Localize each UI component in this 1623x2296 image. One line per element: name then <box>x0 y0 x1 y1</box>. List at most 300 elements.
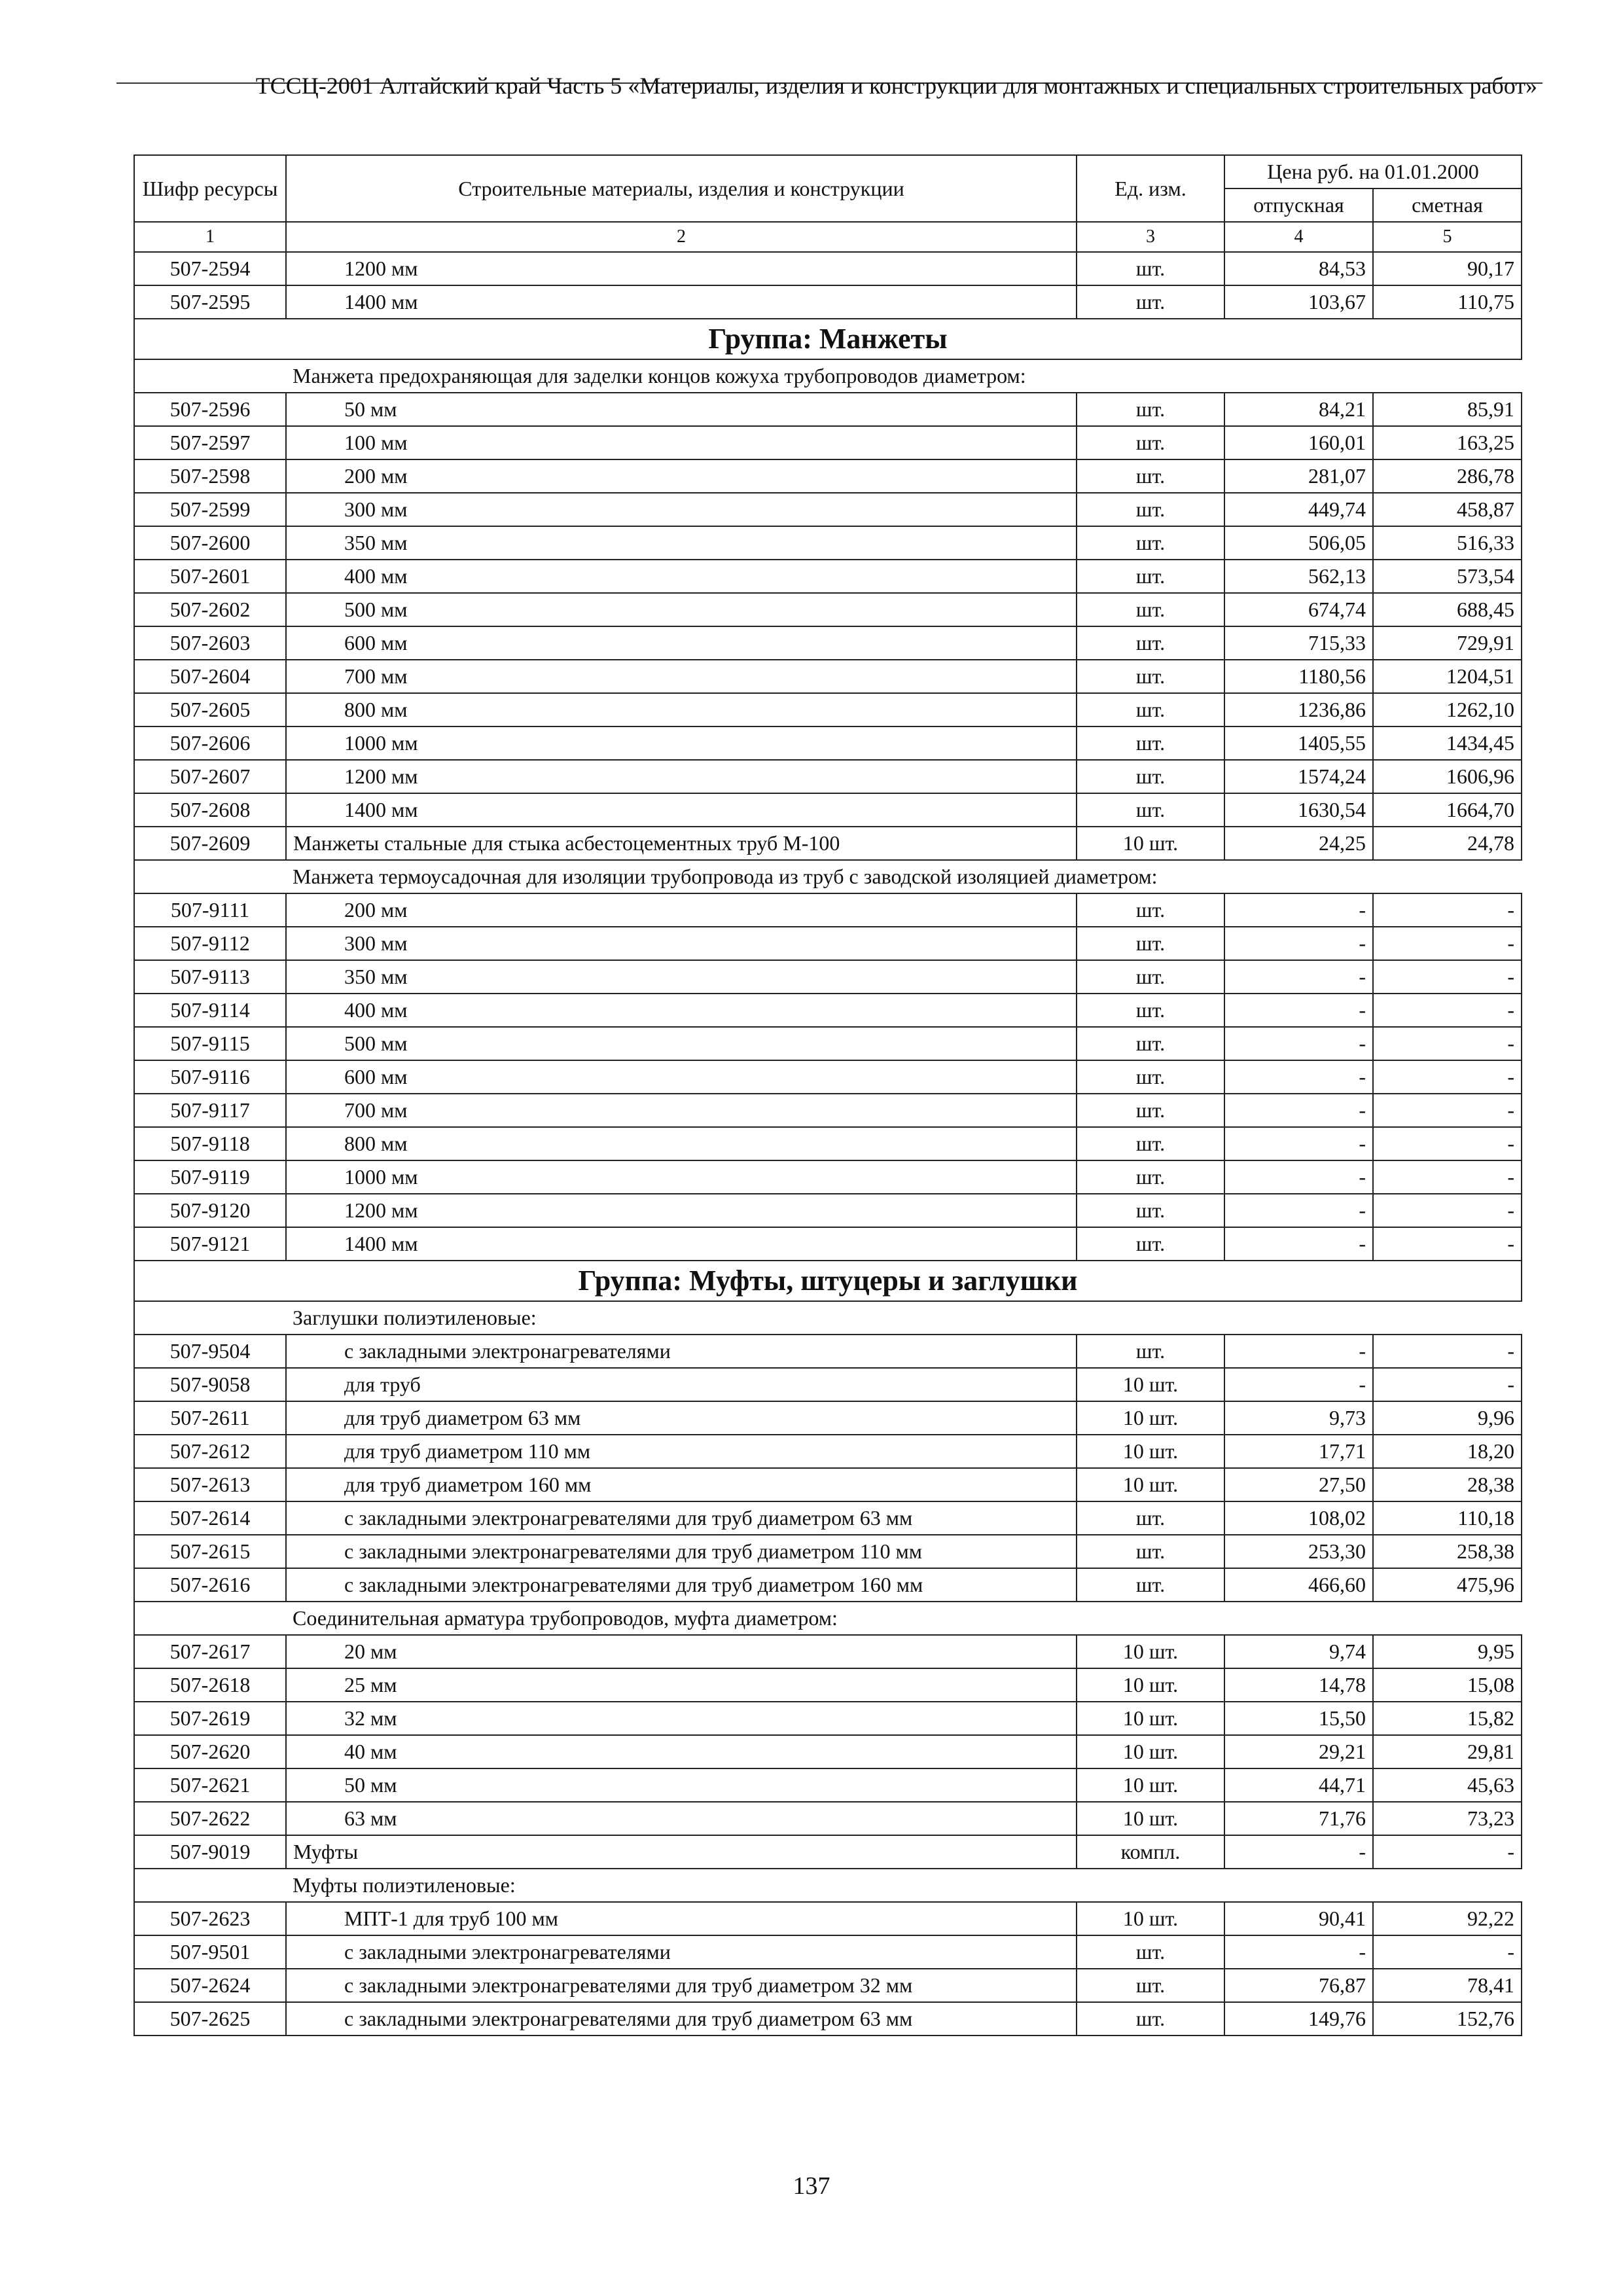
table-row <box>134 285 1522 319</box>
table-row <box>134 1802 1522 1835</box>
caption-spacer <box>134 1301 286 1335</box>
release-price: 29,21 <box>1224 1735 1373 1768</box>
resource-code: 507-9116 <box>134 1060 286 1094</box>
resource-code: 507-2600 <box>134 526 286 560</box>
estimate-price: - <box>1373 1127 1522 1160</box>
release-price: 449,74 <box>1224 493 1373 526</box>
unit-cell: шт. <box>1077 459 1224 493</box>
resource-code: 507-2618 <box>134 1668 286 1702</box>
resource-code: 507-2616 <box>134 1568 286 1602</box>
item-name: 50 мм <box>286 1768 1077 1802</box>
item-name: 350 мм <box>286 526 1077 560</box>
unit-cell: 10 шт. <box>1077 827 1224 860</box>
table-row <box>134 1335 1522 1368</box>
estimate-price: 1664,70 <box>1373 793 1522 827</box>
release-price: 14,78 <box>1224 1668 1373 1702</box>
table-row <box>134 1702 1522 1735</box>
estimate-price: - <box>1373 1368 1522 1401</box>
unit-cell: шт. <box>1077 760 1224 793</box>
table-body <box>134 252 1522 2036</box>
item-name: для труб диаметром 110 мм <box>286 1435 1077 1468</box>
release-price: 9,73 <box>1224 1401 1373 1435</box>
resource-code: 507-9118 <box>134 1127 286 1160</box>
resource-code: 507-2623 <box>134 1902 286 1935</box>
release-price: 24,25 <box>1224 827 1373 860</box>
resource-code: 507-2625 <box>134 2002 286 2036</box>
estimate-price: 573,54 <box>1373 560 1522 593</box>
item-name: 1200 мм <box>286 252 1077 285</box>
resource-code: 507-9111 <box>134 893 286 927</box>
estimate-price: 1262,10 <box>1373 693 1522 726</box>
release-price: - <box>1224 1935 1373 1969</box>
subgroup-caption-row <box>134 1869 1522 1902</box>
unit-cell: 10 шт. <box>1077 1668 1224 1702</box>
caption-spacer <box>134 1869 286 1902</box>
unit-cell: шт. <box>1077 660 1224 693</box>
resource-code: 507-9501 <box>134 1935 286 1969</box>
table-row <box>134 560 1522 593</box>
release-price: - <box>1224 1368 1373 1401</box>
table-row <box>134 1902 1522 1935</box>
release-price: - <box>1224 994 1373 1027</box>
resource-code: 507-2598 <box>134 459 286 493</box>
table-row <box>134 1194 1522 1227</box>
estimate-price: - <box>1373 1227 1522 1261</box>
resource-code: 507-2613 <box>134 1468 286 1501</box>
release-price: 1180,56 <box>1224 660 1373 693</box>
subgroup-caption: Манжета термоусадочная для изоляции трубопровода из труб с заводской изоляцией диаметром: <box>286 860 1522 893</box>
unit-cell: шт. <box>1077 1227 1224 1261</box>
release-price: 84,53 <box>1224 252 1373 285</box>
unit-cell: шт. <box>1077 1568 1224 1602</box>
table-row <box>134 1094 1522 1127</box>
estimate-price: 24,78 <box>1373 827 1522 860</box>
resource-code: 507-9119 <box>134 1160 286 1194</box>
estimate-price: 163,25 <box>1373 426 1522 459</box>
estimate-price: 110,18 <box>1373 1501 1522 1535</box>
table-row <box>134 726 1522 760</box>
estimate-price: 45,63 <box>1373 1768 1522 1802</box>
column-header-code: Шифр ресурсы <box>134 155 286 222</box>
estimate-price: - <box>1373 1060 1522 1094</box>
table-row <box>134 493 1522 526</box>
release-price: - <box>1224 960 1373 994</box>
unit-cell: 10 шт. <box>1077 1735 1224 1768</box>
unit-cell: шт. <box>1077 1194 1224 1227</box>
resource-code: 507-2597 <box>134 426 286 459</box>
release-price: 506,05 <box>1224 526 1373 560</box>
item-name: 63 мм <box>286 1802 1077 1835</box>
unit-cell: шт. <box>1077 1094 1224 1127</box>
estimate-price: 1434,45 <box>1373 726 1522 760</box>
table-row <box>134 893 1522 927</box>
estimate-price: 92,22 <box>1373 1902 1522 1935</box>
resource-code: 507-2615 <box>134 1535 286 1568</box>
unit-cell: 10 шт. <box>1077 1702 1224 1735</box>
release-price: 76,87 <box>1224 1969 1373 2002</box>
table-row <box>134 1635 1522 1668</box>
release-price: 715,33 <box>1224 626 1373 660</box>
resource-code: 507-2624 <box>134 1969 286 2002</box>
table-row <box>134 827 1522 860</box>
estimate-price: 458,87 <box>1373 493 1522 526</box>
column-header-name: Строительные материалы, изделия и конструкции <box>286 155 1077 222</box>
group-heading: Группа: Муфты, штуцеры и заглушки <box>134 1261 1522 1301</box>
item-name: 1000 мм <box>286 726 1077 760</box>
resource-code: 507-2621 <box>134 1768 286 1802</box>
table-row <box>134 960 1522 994</box>
item-name: 400 мм <box>286 560 1077 593</box>
unit-cell: шт. <box>1077 2002 1224 2036</box>
table-row <box>134 2002 1522 2036</box>
release-price: 253,30 <box>1224 1535 1373 1568</box>
table-row <box>134 1401 1522 1435</box>
estimate-price: 110,75 <box>1373 285 1522 319</box>
unit-cell: 10 шт. <box>1077 1635 1224 1668</box>
resource-code: 507-2596 <box>134 393 286 426</box>
estimate-price: 28,38 <box>1373 1468 1522 1501</box>
estimate-price: 688,45 <box>1373 593 1522 626</box>
subgroup-caption: Заглушки полиэтиленовые: <box>286 1301 1522 1335</box>
release-price: 108,02 <box>1224 1501 1373 1535</box>
item-name: для труб диаметром 63 мм <box>286 1401 1077 1435</box>
unit-cell: шт. <box>1077 1501 1224 1535</box>
running-header <box>116 30 1543 99</box>
item-name: 32 мм <box>286 1702 1077 1735</box>
estimate-price: - <box>1373 1935 1522 1969</box>
caption-spacer <box>134 860 286 893</box>
table-row <box>134 994 1522 1027</box>
item-name: 600 мм <box>286 626 1077 660</box>
unit-cell: 10 шт. <box>1077 1468 1224 1501</box>
unit-cell: шт. <box>1077 1935 1224 1969</box>
item-name: для труб диаметром 160 мм <box>286 1468 1077 1501</box>
unit-cell: шт. <box>1077 526 1224 560</box>
item-name: 500 мм <box>286 1027 1077 1060</box>
item-name: 100 мм <box>286 426 1077 459</box>
table-row <box>134 1568 1522 1602</box>
unit-cell: 10 шт. <box>1077 1802 1224 1835</box>
unit-cell: 10 шт. <box>1077 1902 1224 1935</box>
item-name: 700 мм <box>286 660 1077 693</box>
column-header-unit: Ед. изм. <box>1077 155 1224 222</box>
unit-cell: шт. <box>1077 285 1224 319</box>
estimate-price: - <box>1373 1094 1522 1127</box>
table-row <box>134 1368 1522 1401</box>
resource-code: 507-2601 <box>134 560 286 593</box>
item-name: с закладными электронагревателями для труб диаметром 32 мм <box>286 1969 1077 2002</box>
resource-code: 507-9019 <box>134 1835 286 1869</box>
unit-cell: шт. <box>1077 1127 1224 1160</box>
resource-code: 507-2622 <box>134 1802 286 1835</box>
table-row <box>134 1735 1522 1768</box>
release-price: - <box>1224 1335 1373 1368</box>
estimate-price: - <box>1373 1835 1522 1869</box>
item-name: МПТ-1 для труб 100 мм <box>286 1902 1077 1935</box>
unit-cell: 10 шт. <box>1077 1435 1224 1468</box>
item-name: 600 мм <box>286 1060 1077 1094</box>
release-price: - <box>1224 1127 1373 1160</box>
subgroup-caption: Муфты полиэтиленовые: <box>286 1869 1522 1902</box>
resource-code: 507-2606 <box>134 726 286 760</box>
unit-cell: шт. <box>1077 426 1224 459</box>
table-row <box>134 1501 1522 1535</box>
release-price: 71,76 <box>1224 1802 1373 1835</box>
caption-spacer <box>134 1602 286 1635</box>
estimate-price: 78,41 <box>1373 1969 1522 2002</box>
estimate-price: - <box>1373 960 1522 994</box>
estimate-price: 258,38 <box>1373 1535 1522 1568</box>
resource-code: 507-2607 <box>134 760 286 793</box>
resource-code: 507-2619 <box>134 1702 286 1735</box>
table-row <box>134 760 1522 793</box>
item-name: для труб <box>286 1368 1077 1401</box>
resource-code: 507-2604 <box>134 660 286 693</box>
unit-cell: 10 шт. <box>1077 1368 1224 1401</box>
table-row <box>134 1768 1522 1802</box>
release-price: - <box>1224 1835 1373 1869</box>
resource-code: 507-9115 <box>134 1027 286 1060</box>
release-price: - <box>1224 1027 1373 1060</box>
table-row <box>134 1127 1522 1160</box>
estimate-price: 85,91 <box>1373 393 1522 426</box>
column-number: 1 <box>134 222 286 252</box>
table-row <box>134 793 1522 827</box>
resource-code: 507-9112 <box>134 927 286 960</box>
estimate-price: 9,96 <box>1373 1401 1522 1435</box>
table-row <box>134 252 1522 285</box>
table-row <box>134 1160 1522 1194</box>
release-price: 9,74 <box>1224 1635 1373 1668</box>
estimate-price: 516,33 <box>1373 526 1522 560</box>
release-price: - <box>1224 1227 1373 1261</box>
item-name: 300 мм <box>286 493 1077 526</box>
item-name: 350 мм <box>286 960 1077 994</box>
table-row <box>134 626 1522 660</box>
page-number: 137 <box>793 2172 830 2200</box>
item-name: 1400 мм <box>286 1227 1077 1261</box>
item-name: 1000 мм <box>286 1160 1077 1194</box>
release-price: - <box>1224 927 1373 960</box>
table-row <box>134 1668 1522 1702</box>
estimate-price: 90,17 <box>1373 252 1522 285</box>
table-row <box>134 1435 1522 1468</box>
item-name: 40 мм <box>286 1735 1077 1768</box>
resource-code: 507-2602 <box>134 593 286 626</box>
item-name: 200 мм <box>286 893 1077 927</box>
release-price: 90,41 <box>1224 1902 1373 1935</box>
estimate-price: - <box>1373 1335 1522 1368</box>
item-name: 700 мм <box>286 1094 1077 1127</box>
column-number: 3 <box>1077 222 1224 252</box>
estimate-price: 18,20 <box>1373 1435 1522 1468</box>
release-price: 84,21 <box>1224 393 1373 426</box>
release-price: 1630,54 <box>1224 793 1373 827</box>
table-row <box>134 1227 1522 1261</box>
unit-cell: шт. <box>1077 1535 1224 1568</box>
subgroup-caption-row <box>134 1602 1522 1635</box>
unit-cell: шт. <box>1077 1335 1224 1368</box>
unit-cell: шт. <box>1077 626 1224 660</box>
release-price: 44,71 <box>1224 1768 1373 1802</box>
column-header-estimate-price: сметная <box>1373 188 1522 222</box>
table-header <box>134 155 1522 252</box>
table-row <box>134 1935 1522 1969</box>
release-price: - <box>1224 1094 1373 1127</box>
resource-code: 507-2595 <box>134 285 286 319</box>
table-row <box>134 660 1522 693</box>
table-row <box>134 1835 1522 1869</box>
resource-code: 507-9504 <box>134 1335 286 1368</box>
table-row <box>134 1535 1522 1568</box>
subgroup-caption: Соединительная арматура трубопроводов, муфта диаметром: <box>286 1602 1522 1635</box>
table-row <box>134 526 1522 560</box>
unit-cell: шт. <box>1077 560 1224 593</box>
table-row <box>134 593 1522 626</box>
unit-cell: шт. <box>1077 693 1224 726</box>
running-title: ТССЦ-2001 Алтайский край Часть 5 «Материалы, изделия и конструкции для монтажных и специальных строительных работ» <box>255 73 1537 99</box>
release-price: - <box>1224 1194 1373 1227</box>
subgroup-caption-row <box>134 1301 1522 1335</box>
table-row <box>134 393 1522 426</box>
item-name: 1200 мм <box>286 760 1077 793</box>
release-price: 466,60 <box>1224 1568 1373 1602</box>
release-price: 1574,24 <box>1224 760 1373 793</box>
estimate-price: 29,81 <box>1373 1735 1522 1768</box>
unit-cell: шт. <box>1077 994 1224 1027</box>
column-number: 5 <box>1373 222 1522 252</box>
item-name: 800 мм <box>286 693 1077 726</box>
subgroup-caption-row <box>134 359 1522 393</box>
release-price: 103,67 <box>1224 285 1373 319</box>
item-name: с закладными электронагревателями для труб диаметром 63 мм <box>286 1501 1077 1535</box>
estimate-price: - <box>1373 994 1522 1027</box>
unit-cell: шт. <box>1077 1060 1224 1094</box>
estimate-price: 475,96 <box>1373 1568 1522 1602</box>
estimate-price: 15,82 <box>1373 1702 1522 1735</box>
item-name: с закладными электронагревателями для труб диаметром 110 мм <box>286 1535 1077 1568</box>
release-price: 160,01 <box>1224 426 1373 459</box>
item-name: с закладными электронагревателями <box>286 1335 1077 1368</box>
resource-code: 507-2605 <box>134 693 286 726</box>
release-price: 1236,86 <box>1224 693 1373 726</box>
estimate-price: 729,91 <box>1373 626 1522 660</box>
item-name: 300 мм <box>286 927 1077 960</box>
unit-cell: шт. <box>1077 726 1224 760</box>
resource-code: 507-2620 <box>134 1735 286 1768</box>
unit-cell: 10 шт. <box>1077 1401 1224 1435</box>
unit-cell: компл. <box>1077 1835 1224 1869</box>
resource-code: 507-2614 <box>134 1501 286 1535</box>
resource-code: 507-9114 <box>134 994 286 1027</box>
release-price: 149,76 <box>1224 2002 1373 2036</box>
group-heading-row <box>134 319 1522 359</box>
group-heading: Группа: Манжеты <box>134 319 1522 359</box>
unit-cell: шт. <box>1077 252 1224 285</box>
release-price: 1405,55 <box>1224 726 1373 760</box>
estimate-price: 152,76 <box>1373 2002 1522 2036</box>
item-name: 1400 мм <box>286 285 1077 319</box>
unit-cell: шт. <box>1077 1027 1224 1060</box>
item-name: 1400 мм <box>286 793 1077 827</box>
caption-spacer <box>134 359 286 393</box>
item-name: 200 мм <box>286 459 1077 493</box>
unit-cell: шт. <box>1077 793 1224 827</box>
resource-code: 507-2599 <box>134 493 286 526</box>
resource-code: 507-9058 <box>134 1368 286 1401</box>
resource-code: 507-9121 <box>134 1227 286 1261</box>
resource-code: 507-2617 <box>134 1635 286 1668</box>
column-number: 4 <box>1224 222 1373 252</box>
item-name: 1200 мм <box>286 1194 1077 1227</box>
estimate-price: 9,95 <box>1373 1635 1522 1668</box>
column-numbers-row <box>134 222 1522 252</box>
table-row <box>134 1468 1522 1501</box>
unit-cell: шт. <box>1077 927 1224 960</box>
table-row <box>134 426 1522 459</box>
resource-code: 507-9120 <box>134 1194 286 1227</box>
unit-cell: шт. <box>1077 593 1224 626</box>
item-name: 800 мм <box>286 1127 1077 1160</box>
release-price: 15,50 <box>1224 1702 1373 1735</box>
column-number: 2 <box>286 222 1077 252</box>
estimate-price: 1606,96 <box>1373 760 1522 793</box>
estimate-price: - <box>1373 1027 1522 1060</box>
item-name: с закладными электронагревателями <box>286 1935 1077 1969</box>
resource-code: 507-2608 <box>134 793 286 827</box>
unit-cell: шт. <box>1077 493 1224 526</box>
resource-code: 507-2594 <box>134 252 286 285</box>
table-row <box>134 1969 1522 2002</box>
release-price: - <box>1224 893 1373 927</box>
item-name: 25 мм <box>286 1668 1077 1702</box>
table-row <box>134 1060 1522 1094</box>
item-name: 400 мм <box>286 994 1077 1027</box>
estimate-price: - <box>1373 1194 1522 1227</box>
resource-code: 507-2609 <box>134 827 286 860</box>
release-price: - <box>1224 1160 1373 1194</box>
item-name: Манжеты стальные для стыка асбестоцементных труб М-100 <box>286 827 1077 860</box>
release-price: - <box>1224 1060 1373 1094</box>
release-price: 281,07 <box>1224 459 1373 493</box>
resource-code: 507-9113 <box>134 960 286 994</box>
column-header-release-price: отпускная <box>1224 188 1373 222</box>
estimate-price: 15,08 <box>1373 1668 1522 1702</box>
release-price: 674,74 <box>1224 593 1373 626</box>
resource-code: 507-2603 <box>134 626 286 660</box>
release-price: 562,13 <box>1224 560 1373 593</box>
unit-cell: шт. <box>1077 1160 1224 1194</box>
table-row <box>134 1027 1522 1060</box>
unit-cell: шт. <box>1077 893 1224 927</box>
estimate-price: 1204,51 <box>1373 660 1522 693</box>
table-row <box>134 927 1522 960</box>
subgroup-caption-row <box>134 860 1522 893</box>
unit-cell: шт. <box>1077 1969 1224 2002</box>
subgroup-caption: Манжета предохраняющая для заделки концов кожуха трубопроводов диаметром: <box>286 359 1522 393</box>
estimate-price: - <box>1373 1160 1522 1194</box>
item-name: Муфты <box>286 1835 1077 1869</box>
item-name: с закладными электронагревателями для труб диаметром 160 мм <box>286 1568 1077 1602</box>
column-header-price-group: Цена руб. на 01.01.2000 <box>1224 155 1522 188</box>
group-heading-row <box>134 1261 1522 1301</box>
item-name: 500 мм <box>286 593 1077 626</box>
table-row <box>134 459 1522 493</box>
resource-code: 507-2612 <box>134 1435 286 1468</box>
resource-code: 507-2611 <box>134 1401 286 1435</box>
item-name: с закладными электронагревателями для труб диаметром 63 мм <box>286 2002 1077 2036</box>
item-name: 50 мм <box>286 393 1077 426</box>
